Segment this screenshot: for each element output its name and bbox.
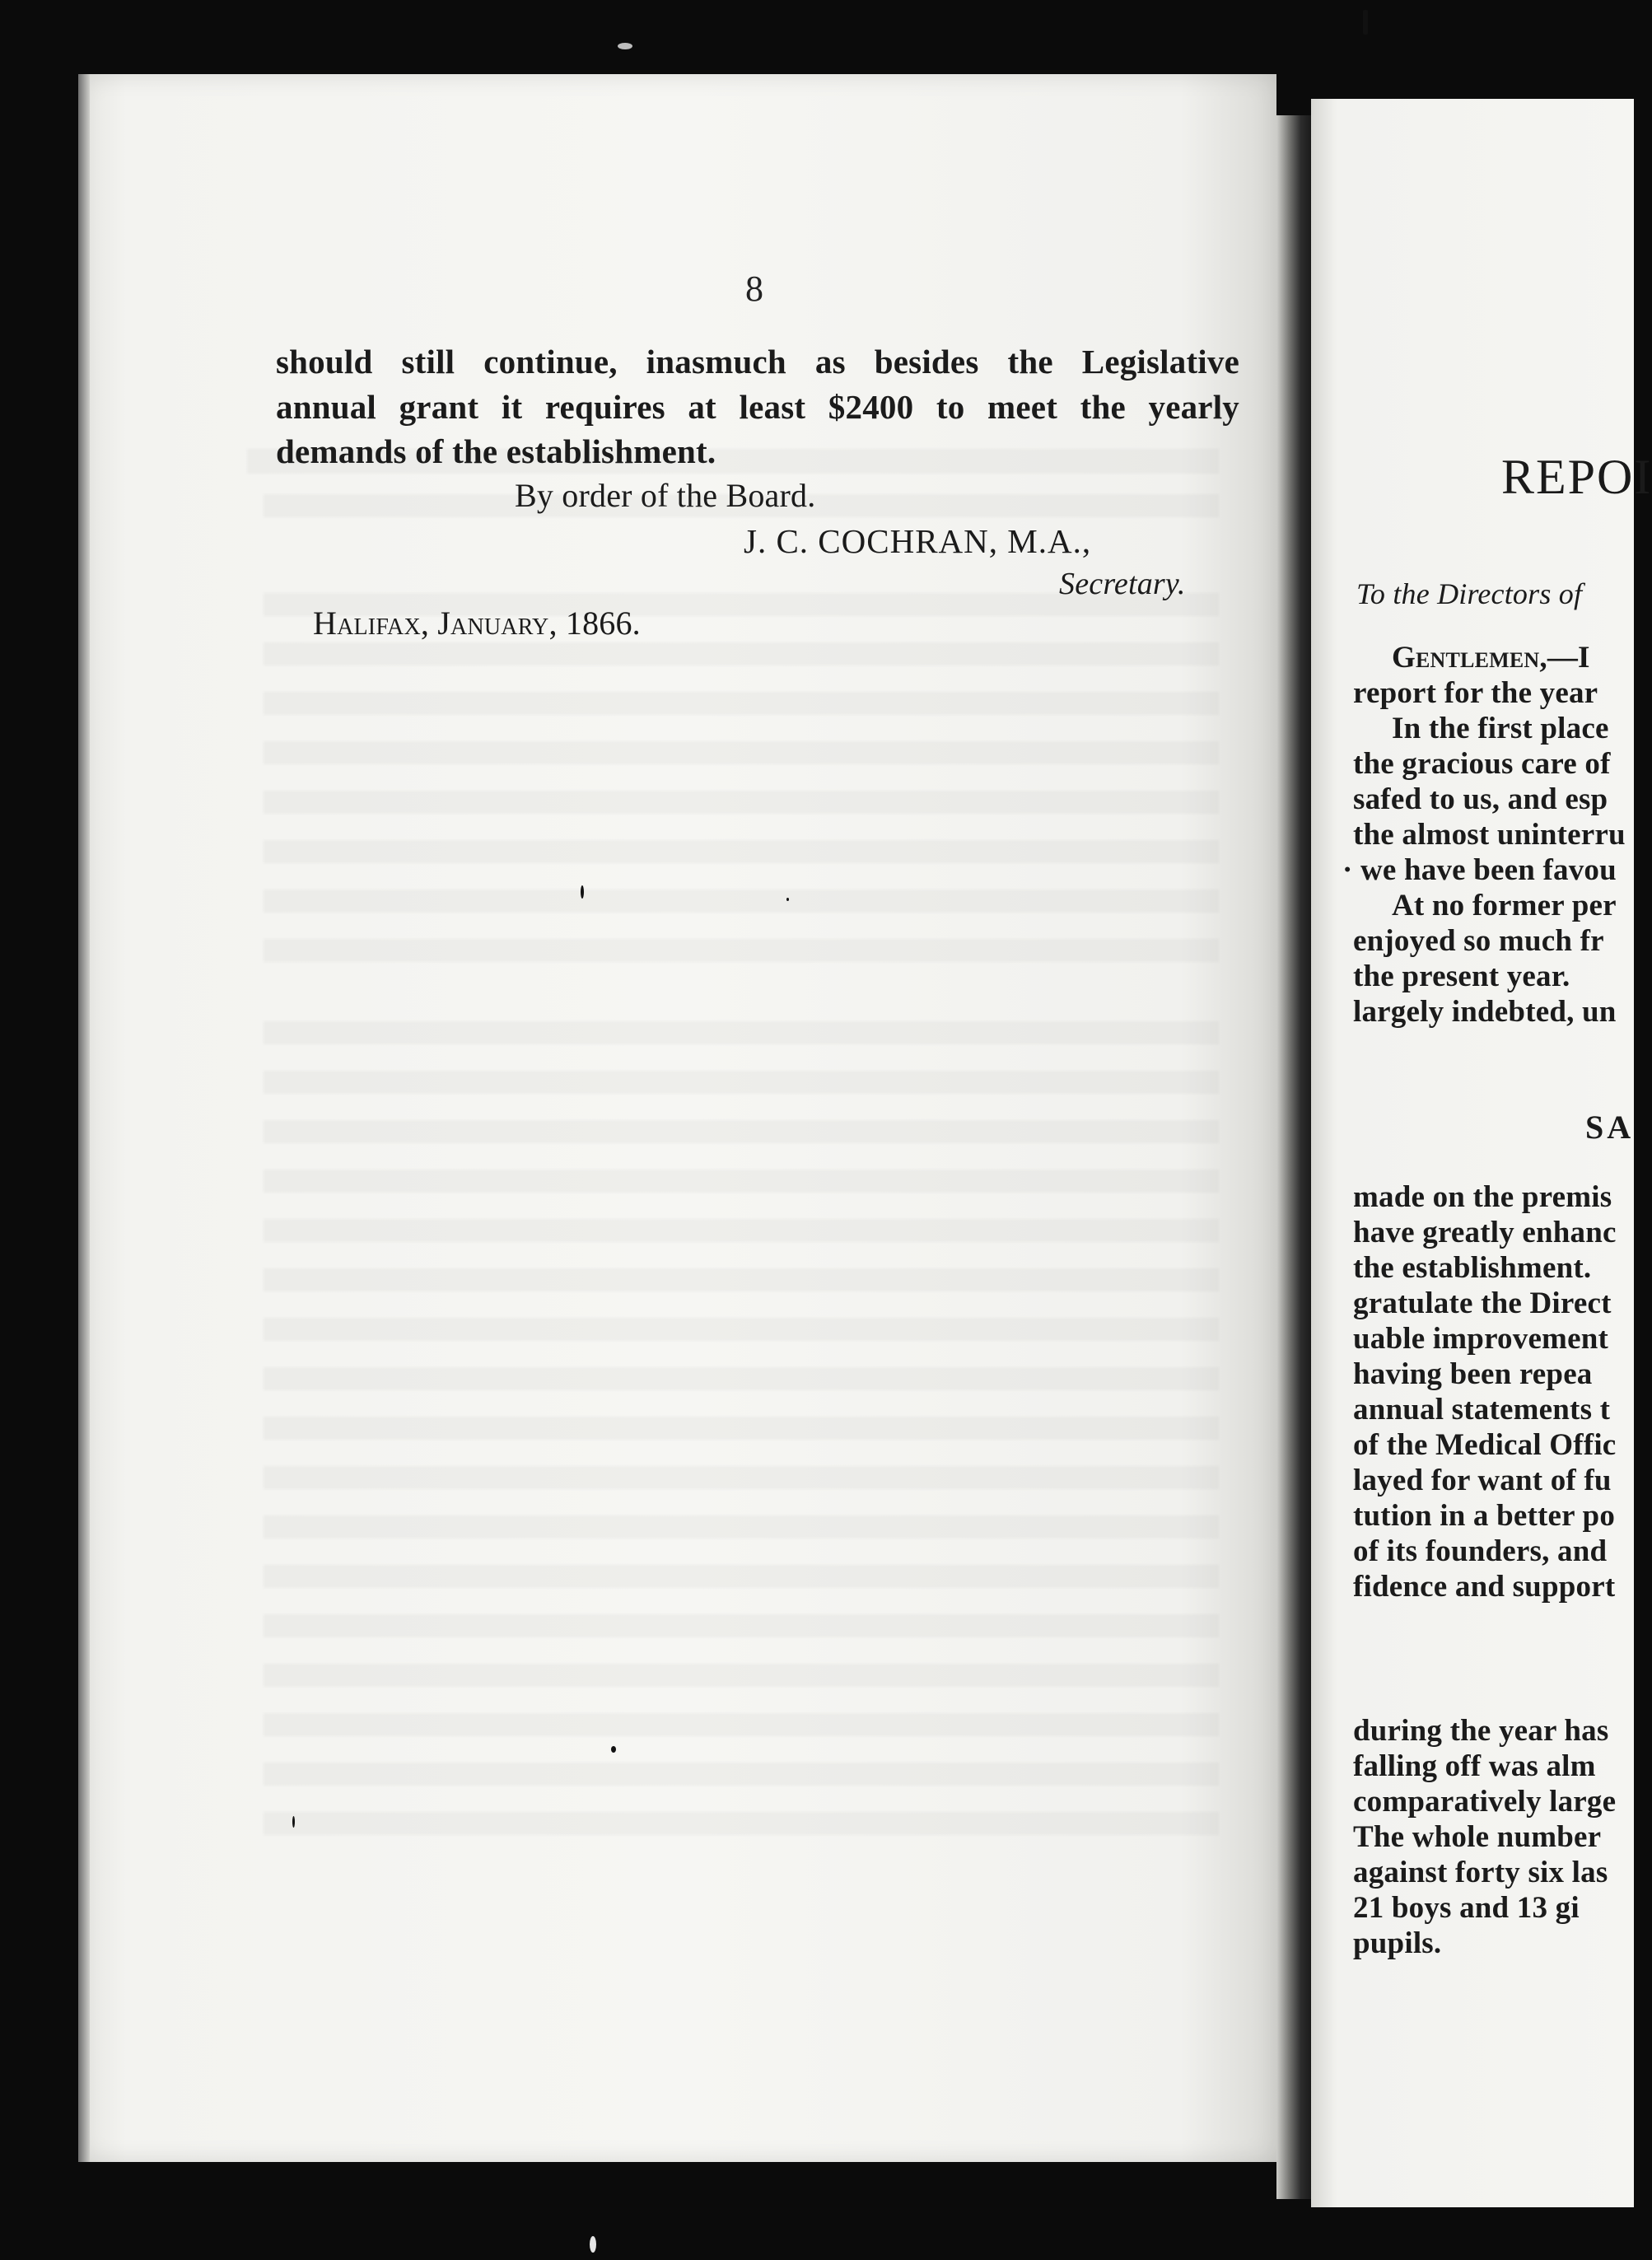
right-line: of the Medical Offic: [1353, 1428, 1617, 1462]
scan-speck: [1363, 10, 1368, 35]
right-line: 21 boys and 13 gi: [1353, 1891, 1580, 1925]
closing-line: By order of the Board.: [515, 477, 816, 514]
right-line: fidence and support: [1353, 1570, 1616, 1604]
scan-speck: [590, 2236, 596, 2253]
right-line: enjoyed so much fr: [1353, 924, 1604, 958]
signatory-name: J. C. COCHRAN, M.A.,: [744, 522, 1092, 560]
right-line: of its founders, and: [1353, 1534, 1608, 1568]
salutation: To the Directors of: [1356, 577, 1583, 610]
right-line: comparatively large: [1353, 1785, 1617, 1819]
right-line: The whole number: [1353, 1820, 1602, 1854]
paragraph-line: annual grant it requires at least $2400 to meet the yearly: [276, 388, 1239, 426]
right-line: have greatly enhanc: [1353, 1216, 1617, 1249]
page-edge-shadow: [78, 74, 90, 2162]
paragraph-line: should still continue, inasmuch as besides the Legislative: [276, 343, 1239, 381]
right-line: Gentlemen,—I: [1392, 641, 1590, 675]
book-gutter: [1276, 115, 1311, 2199]
right-line: against forty six las: [1353, 1856, 1608, 1889]
scan-speck: [292, 1816, 295, 1828]
paragraph-line: demands of the establishment.: [276, 432, 716, 470]
right-line: safed to us, and esp: [1353, 782, 1608, 816]
right-line: during the year has: [1353, 1714, 1609, 1748]
right-line: made on the premis: [1353, 1180, 1612, 1214]
right-line: uable improvement: [1353, 1322, 1609, 1356]
right-line: gratulate the Direct: [1353, 1286, 1612, 1320]
right-line: largely indebted, un: [1353, 995, 1617, 1029]
scan-speck: [581, 885, 584, 899]
page-number: 8: [745, 268, 763, 309]
right-line: falling off was alm: [1353, 1749, 1596, 1783]
right-line: the almost uninterru: [1353, 818, 1626, 852]
right-line: In the first place: [1392, 712, 1609, 745]
right-page-heading: REPOI: [1501, 450, 1652, 504]
right-line: the gracious care of: [1353, 747, 1611, 781]
place-date: Halifax, January, 1866.: [313, 605, 641, 642]
right-line: pupils.: [1353, 1926, 1442, 1960]
signatory-title: Secretary.: [1059, 567, 1186, 601]
scan-speck: [611, 1746, 616, 1753]
section-subheading: SA: [1585, 1109, 1635, 1146]
right-line: · we have been favou: [1342, 853, 1617, 887]
right-line: tution in a better po: [1353, 1499, 1616, 1533]
right-line: annual statements t: [1353, 1393, 1611, 1427]
right-line: layed for want of fu: [1353, 1464, 1612, 1497]
right-line: At no former per: [1392, 889, 1617, 922]
right-line: report for the year: [1353, 676, 1598, 710]
scan-speck: [618, 43, 632, 49]
right-line: the establishment.: [1353, 1251, 1592, 1285]
right-line: the present year.: [1353, 960, 1570, 993]
right-line: having been repea: [1353, 1357, 1593, 1391]
scan-speck: [786, 898, 789, 901]
